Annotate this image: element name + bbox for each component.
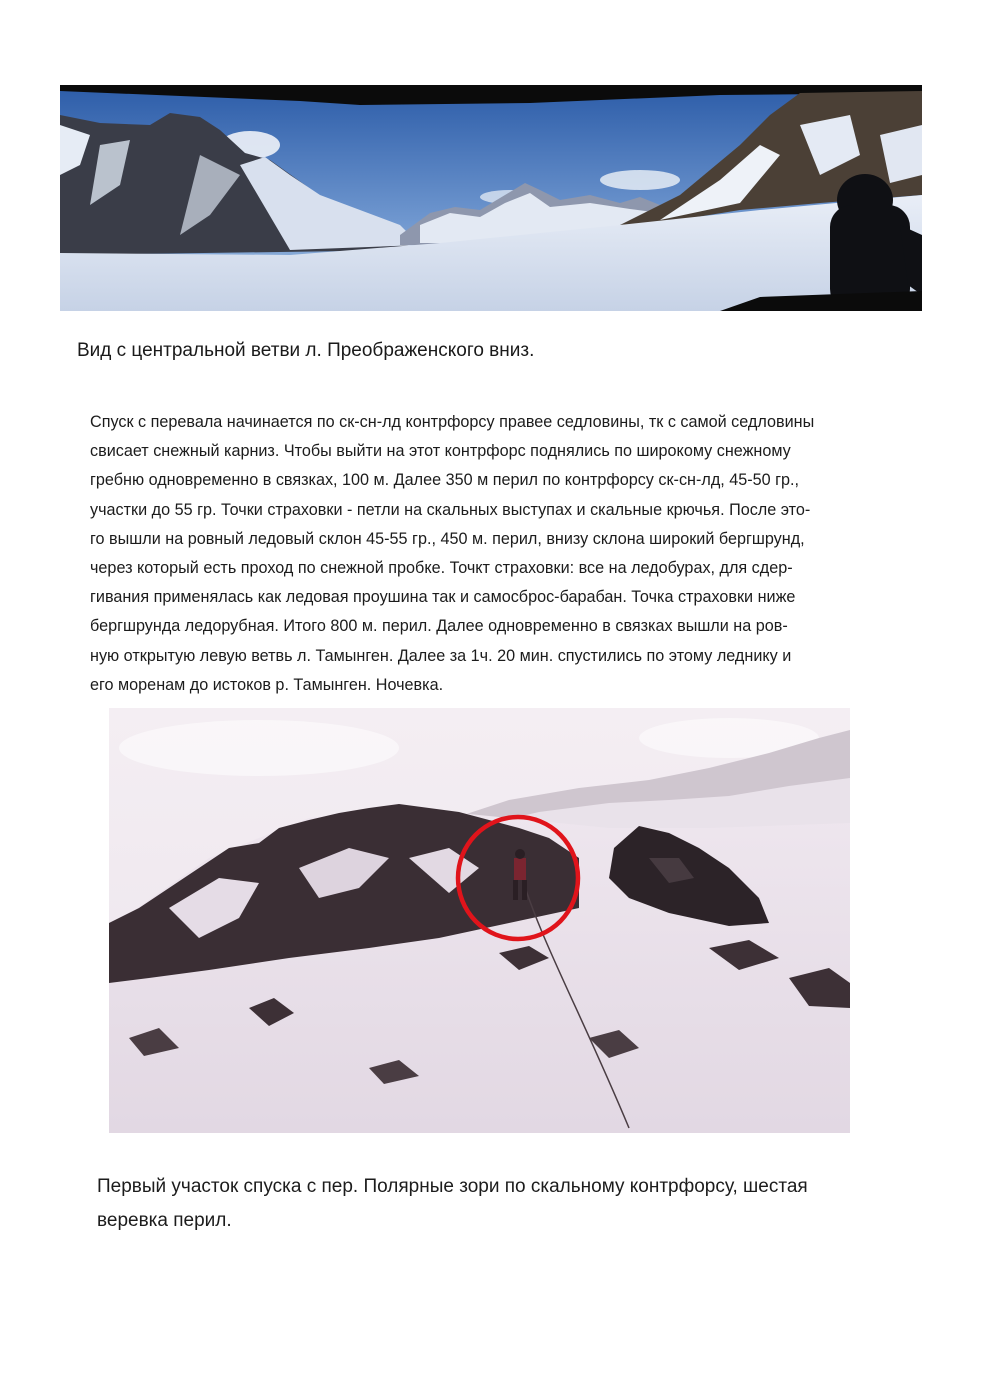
- caption-ascent: [97, 1170, 907, 1238]
- text-line: свисает снежный карниз. Чтобы выйти на этот контрфорс поднялись по широкому снежному: [90, 442, 791, 461]
- text-line: участки до 55 гр. Точки страховки - петли на скальных выступах и скальные крючья. После это-: [90, 500, 811, 519]
- text-line: бергшрунда ледорубная. Итого 800 м. перил. Далее одновременно в связках вышли на ров-: [90, 617, 788, 636]
- text-line: гребню одновременно в связках, 100 м. Далее 350 м перил по контрфорсу ск-сн-лд, 45-50 гр.,: [90, 471, 800, 490]
- text-line: ную открытую левую ветвь л. Тамынген. Далее за 1ч. 20 мин. спустились по этому леднику и: [90, 646, 792, 665]
- caption-line: Первый участок спуска с пер. Полярные зори по скальному контрфорсу, шестая: [97, 1176, 808, 1197]
- text-line: его моренам до истоков р. Тамынген. Ночевка.: [90, 675, 444, 694]
- ascent-photo: [109, 708, 850, 1133]
- caption-line: веревка перил.: [97, 1210, 232, 1231]
- text-line: через который есть проход по снежной пробке. Точкт страховки: все на ледобурах, для сдер-: [90, 559, 793, 578]
- text-line: гивания применялась как ледовая проушина так и самосброс-барабан. Точка страховки ниже: [90, 588, 796, 607]
- route-description: [90, 408, 915, 700]
- text-line: го вышли на ровный ледовый склон 45-55 гр., 450 м. перил, внизу склона широкий бергшрунд,: [90, 529, 805, 548]
- panorama-photo: [60, 85, 922, 311]
- text-line: Спуск с перевала начинается по ск-сн-лд контрфорсу правее седловины, тк с самой седловины: [90, 413, 815, 431]
- caption-panorama: Вид с центральной ветви л. Преображенского вниз.: [77, 340, 535, 361]
